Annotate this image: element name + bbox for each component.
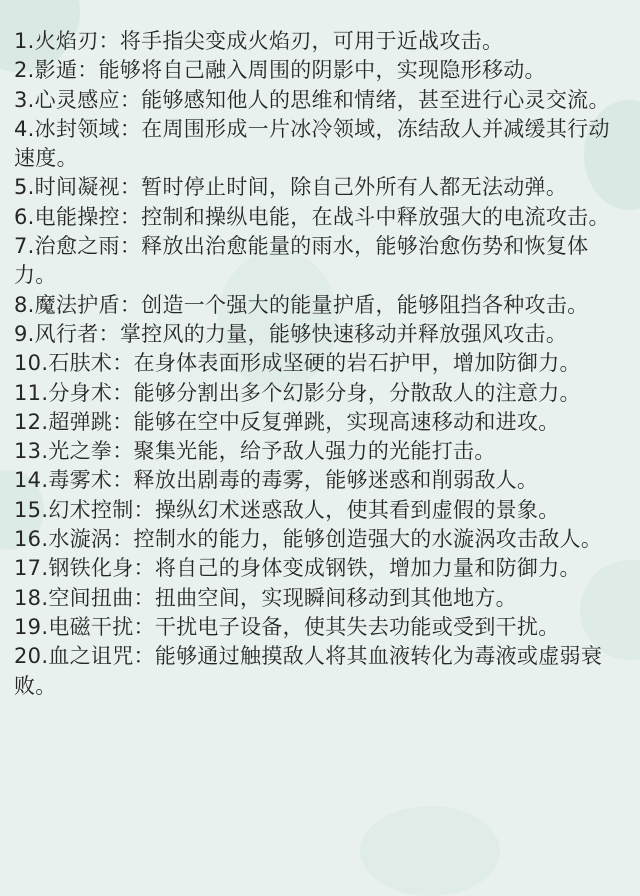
ability-name: 水漩涡: [48, 527, 113, 552]
ability-item: [14, 56, 630, 85]
ability-name: 毒雾术: [48, 468, 113, 493]
ability-description: 释放出剧毒的毒雾，能够迷惑和削弱敌人。: [133, 468, 539, 493]
ability-name: 空间扭曲: [48, 585, 134, 610]
ability-description: 暂时停止时间，除自己外所有人都无法动弹。: [141, 175, 568, 200]
ability-description: 掌控风的力量，能够快速移动并释放强风攻击。: [119, 321, 568, 346]
ability-description: 控制水的能力，能够创造强大的水漩涡攻击敌人。: [133, 527, 603, 552]
ability-item: [14, 613, 630, 642]
ability-number: 5.: [14, 175, 35, 200]
ability-description: 能够在空中反复弹跳，实现高速移动和进攻。: [133, 409, 560, 434]
ability-item: [14, 437, 630, 466]
ability-number: 9.: [14, 321, 35, 346]
ability-item: [14, 173, 630, 202]
ability-number: 11.: [14, 380, 49, 405]
ability-description: 能够通过触摸敌人将其血液转化为毒液或虚弱衰败。: [14, 644, 603, 698]
ability-number: 14.: [14, 468, 49, 493]
ability-number: 1.: [14, 29, 35, 53]
ability-separator: ：: [119, 116, 142, 141]
ability-description: 将手指尖变成火焰刃，可用于近战攻击。: [119, 29, 504, 53]
ability-name: 电能操控: [34, 204, 120, 229]
ability-description: 能够感知他人的思维和情绪，甚至进行心灵交流。: [141, 87, 610, 112]
ability-number: 8.: [14, 292, 35, 317]
ability-item: [14, 291, 630, 320]
ability-item: [14, 642, 630, 701]
ability-name: 电磁干扰: [48, 614, 134, 639]
ability-name: 分身术: [48, 380, 113, 405]
ability-description: 操纵幻术迷惑敌人，使其看到虚假的景象。: [154, 497, 560, 522]
ability-item: [14, 496, 630, 525]
background-blob: [360, 806, 500, 896]
ability-separator: ：: [119, 234, 142, 259]
ability-description: 创造一个强大的能量护盾，能够阻挡各种攻击。: [141, 292, 589, 317]
ability-description: 能够分割出多个幻影分身，分散敌人的注意力。: [133, 380, 581, 405]
ability-name: 超弹跳: [48, 409, 113, 434]
ability-name: 魔法护盾: [34, 292, 120, 317]
ability-number: 17.: [14, 556, 49, 581]
ability-description: 控制和操纵电能，在战斗中释放强大的电流攻击。: [141, 204, 610, 229]
ability-name: 石肤术: [48, 351, 113, 376]
ability-description: 在身体表面形成坚硬的岩石护甲，增加防御力。: [133, 351, 581, 376]
ability-number: 2.: [14, 58, 35, 83]
ability-separator: ：: [98, 321, 120, 346]
ability-name: 冰封领域: [34, 116, 120, 141]
ability-description: 能够将自己融入周围的阴影中，实现隐形移动。: [98, 58, 546, 83]
ability-name: 幻术控制: [48, 497, 134, 522]
ability-item: [14, 525, 630, 554]
ability-separator: ：: [133, 585, 155, 610]
ability-description: 干扰电子设备，使其失去功能或受到干扰。: [154, 614, 560, 639]
ability-item: [14, 320, 630, 349]
ability-description: 聚集光能，给予敌人强力的光能打击。: [133, 439, 496, 464]
ability-number: 10.: [14, 351, 49, 376]
ability-name: 光之拳: [48, 439, 113, 464]
ability-name: 风行者: [34, 321, 99, 346]
ability-name: 火焰刃: [34, 29, 99, 53]
ability-item: [14, 232, 630, 291]
ability-name: 时间凝视: [34, 175, 120, 200]
ability-number: 20.: [14, 644, 49, 669]
ability-separator: ：: [112, 468, 134, 493]
ability-separator: ：: [98, 29, 120, 53]
ability-separator: ：: [112, 380, 134, 405]
ability-item: [14, 86, 630, 115]
ability-separator: ：: [119, 175, 142, 200]
ability-item: [14, 466, 630, 495]
ability-item: [14, 379, 630, 408]
ability-list: [14, 27, 630, 701]
ability-number: 4.: [14, 116, 35, 141]
ability-name: 治愈之雨: [34, 234, 120, 259]
ability-number: 13.: [14, 439, 49, 464]
ability-separator: ：: [133, 556, 155, 581]
ability-number: 16.: [14, 527, 49, 552]
ability-number: 19.: [14, 614, 49, 639]
ability-name: 心灵感应: [34, 87, 120, 112]
ability-item: [14, 584, 630, 613]
ability-separator: ：: [112, 351, 134, 376]
ability-description: 扭曲空间，实现瞬间移动到其他地方。: [154, 585, 517, 610]
ability-number: 6.: [14, 204, 35, 229]
ability-separator: ：: [133, 614, 155, 639]
ability-name: 钢铁化身: [48, 556, 134, 581]
ability-separator: ：: [112, 409, 134, 434]
ability-item: [14, 408, 630, 437]
ability-separator: ：: [77, 58, 99, 83]
ability-item: [14, 27, 630, 56]
ability-separator: ：: [119, 87, 142, 112]
ability-separator: ：: [112, 439, 134, 464]
ability-number: 15.: [14, 497, 49, 522]
ability-description: 释放出治愈能量的雨水，能够治愈伤势和恢复体力。: [14, 234, 589, 288]
ability-number: 7.: [14, 234, 35, 259]
ability-number: 18.: [14, 585, 49, 610]
ability-separator: ：: [112, 527, 134, 552]
ability-separator: ：: [133, 644, 155, 669]
ability-item: [14, 115, 630, 174]
ability-number: 12.: [14, 409, 49, 434]
ability-name: 血之诅咒: [48, 644, 134, 669]
ability-description: 在周围形成一片冰冷领域，冻结敌人并减缓其行动速度。: [14, 116, 610, 171]
ability-number: 3.: [14, 87, 35, 112]
ability-separator: ：: [133, 497, 155, 522]
ability-name: 影遁: [34, 58, 78, 83]
ability-item: [14, 349, 630, 378]
ability-separator: ：: [119, 204, 142, 229]
ability-description: 将自己的身体变成钢铁，增加力量和防御力。: [154, 556, 581, 581]
ability-item: [14, 203, 630, 232]
ability-separator: ：: [119, 292, 142, 317]
ability-item: [14, 554, 630, 583]
